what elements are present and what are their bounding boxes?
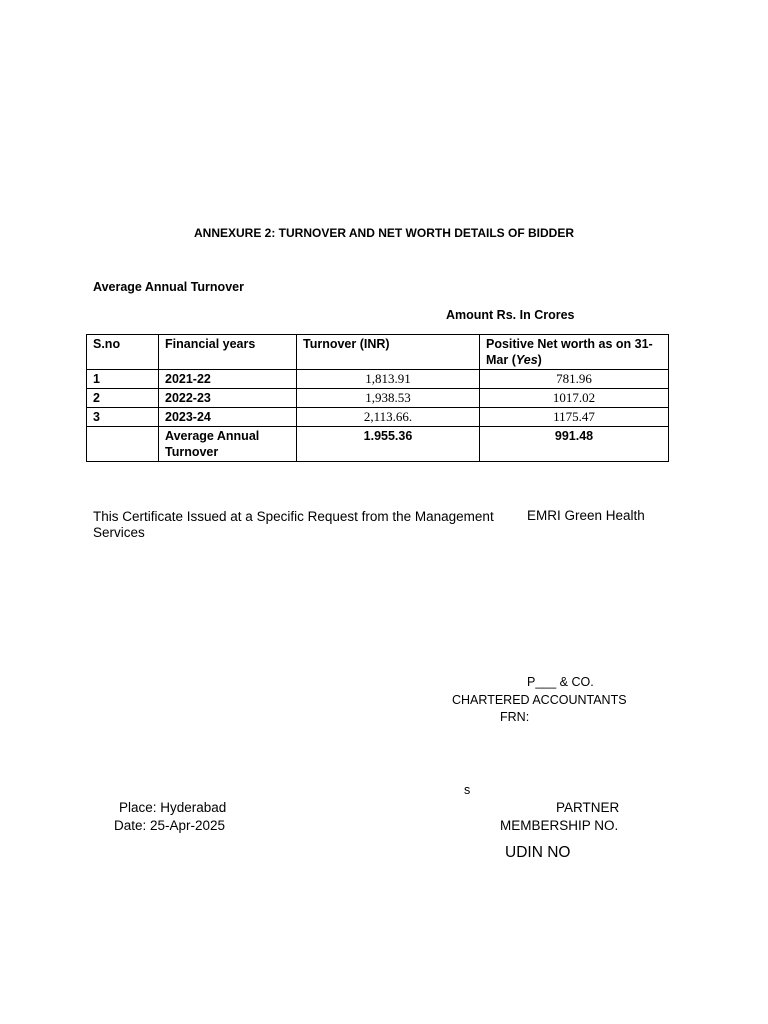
cell-turnover: 1,938.53	[297, 389, 480, 408]
table-row	[87, 408, 669, 427]
certificate-statement: This Certificate Issued at a Specific Request from the Management	[93, 509, 494, 524]
cell-average-turnover: 1.955.36	[297, 427, 480, 462]
firm-name: P___ & CO.	[527, 675, 594, 689]
firm-designation: CHARTERED ACCOUNTANTS	[452, 693, 627, 707]
cell-average-networth: 991.48	[480, 427, 669, 462]
cell-financial-year: 2023-24	[159, 408, 297, 427]
signature-mark: s	[464, 783, 471, 797]
cell-networth: 1175.47	[480, 408, 669, 427]
amount-unit-note: Amount Rs. In Crores	[446, 308, 575, 322]
cell-average-label: Average Annual Turnover	[159, 427, 297, 462]
table-header-row	[87, 335, 669, 370]
header-networth-italic: Yes	[515, 353, 538, 367]
cell-sno-empty	[87, 427, 159, 462]
cell-networth: 781.96	[480, 370, 669, 389]
section-subheading: Average Annual Turnover	[93, 280, 244, 294]
partner-label: PARTNER	[556, 800, 620, 815]
header-financial-years: Financial years	[159, 335, 297, 370]
cell-financial-year: 2022-23	[159, 389, 297, 408]
place-label: Place: Hyderabad	[119, 800, 227, 815]
header-networth-suffix: )	[537, 353, 542, 367]
header-networth-prefix: Positive Net worth as on 31-Mar (	[486, 337, 653, 367]
table-row	[87, 389, 669, 408]
date-label: Date: 25-Apr-2025	[114, 818, 226, 833]
cell-financial-year: 2021-22	[159, 370, 297, 389]
cell-sno: 1	[87, 370, 159, 389]
udin-label: UDIN NO	[505, 844, 571, 861]
cell-turnover: 2,113.66.	[297, 408, 480, 427]
cell-sno: 3	[87, 408, 159, 427]
cell-sno: 2	[87, 389, 159, 408]
membership-label: MEMBERSHIP NO.	[500, 818, 619, 833]
turnover-networth-table	[86, 334, 669, 462]
header-turnover: Turnover (INR)	[297, 335, 480, 370]
document-title: ANNEXURE 2: TURNOVER AND NET WORTH DETAILS OF BIDDER	[193, 226, 574, 240]
frn-label: FRN:	[500, 710, 530, 724]
cell-networth: 1017.02	[480, 389, 669, 408]
certificate-statement-continued: Services	[93, 525, 145, 540]
organization-name: EMRI Green Health	[527, 508, 645, 523]
table-average-row	[87, 427, 669, 462]
header-networth	[480, 335, 669, 370]
cell-turnover: 1,813.91	[297, 370, 480, 389]
header-sno: S.no	[87, 335, 159, 370]
table-row	[87, 370, 669, 389]
